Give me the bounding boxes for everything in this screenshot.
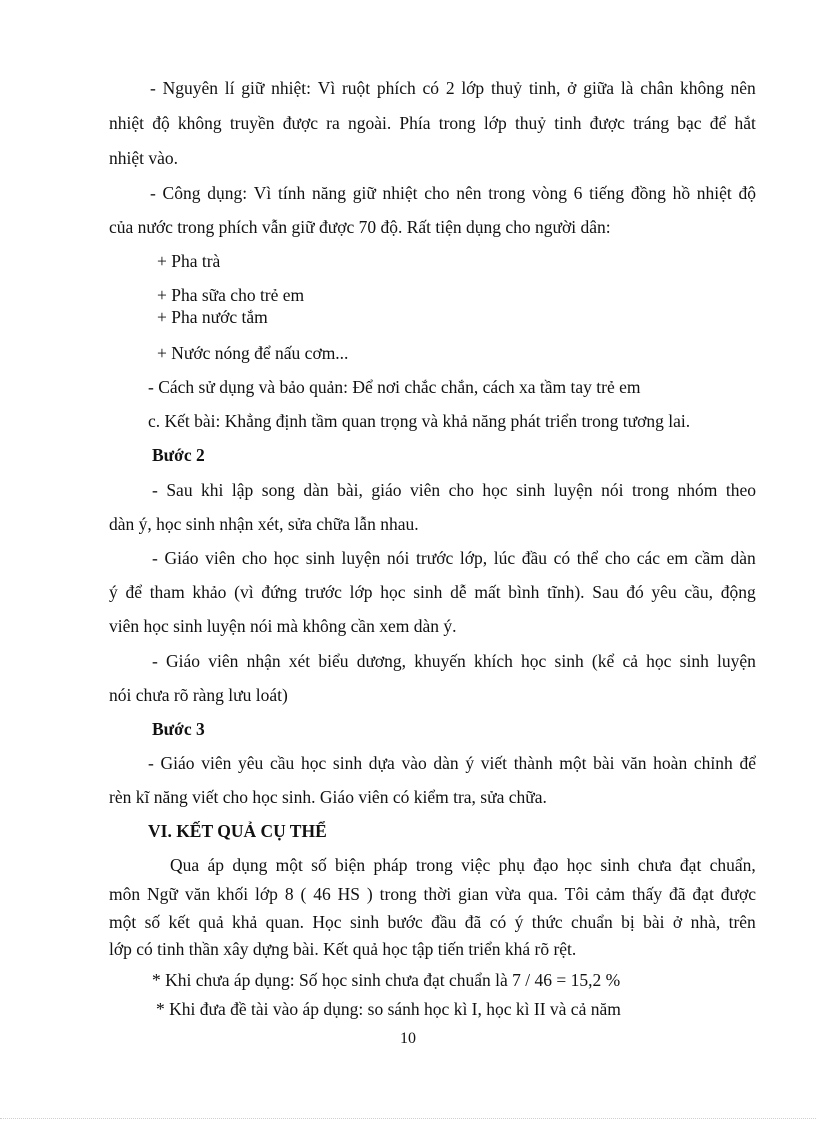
paragraph-line: - Giáo viên yêu cầu học sinh dựa vào dàn ý viết thành một bài văn hoàn chỉnh để — [148, 753, 756, 773]
section-heading-step-3: Bước 3 — [152, 719, 205, 739]
list-item: + Pha sữa cho trẻ em — [157, 285, 305, 305]
paragraph-line: * Khi chưa áp dụng: Số học sinh chưa đạt chuẩn là 7 / 46 = 15,2 % — [152, 970, 621, 990]
paragraph-line: - Giáo viên cho học sinh luyện nói trước lớp, lúc đầu có thể cho các em cầm dàn — [152, 548, 756, 568]
list-item: + Pha trà — [157, 251, 221, 271]
paragraph-line: của nước trong phích vẫn giữ được 70 độ. Rất tiện dụng cho người dân: — [109, 217, 611, 237]
section-heading-step-2: Bước 2 — [152, 445, 205, 465]
paragraph-line: ý để tham khảo (vì đứng trước lớp học sinh dễ mất bình tĩnh). Sau đó yêu cầu, động — [109, 582, 756, 602]
paragraph-line: viên học sinh luyện nói mà không cần xem dàn ý. — [109, 616, 457, 636]
paragraph-line: nói chưa rõ ràng lưu loát) — [109, 685, 288, 705]
page-number: 10 — [400, 1030, 416, 1047]
paragraph-line: nhiệt độ không truyền được ra ngoài. Phía trong lớp thuỷ tinh được tráng bạc để hắt — [109, 113, 756, 133]
paragraph-line: rèn kĩ năng viết cho học sinh. Giáo viên có kiểm tra, sửa chữa. — [109, 787, 547, 807]
paragraph-line: dàn ý, học sinh nhận xét, sửa chữa lẫn nhau. — [109, 514, 419, 534]
paragraph-line: c. Kết bài: Khẳng định tầm quan trọng và khả năng phát triển trong tương lai. — [148, 411, 691, 431]
paragraph-line: - Giáo viên nhận xét biểu dương, khuyến khích học sinh (kể cả học sinh luyện — [152, 651, 756, 671]
paragraph-line: lớp có tinh thần xây dựng bài. Kết quả học tập tiến triển khá rõ rệt. — [109, 939, 577, 959]
paragraph-line: * Khi đưa đề tài vào áp dụng: so sánh học kì I, học kì II và cả năm — [156, 999, 621, 1019]
paragraph-line: môn Ngữ văn khối lớp 8 ( 46 HS ) trong thời gian vừa qua. Tôi cảm thấy đã đạt được — [109, 884, 756, 904]
paragraph-line: - Nguyên lí giữ nhiệt: Vì ruột phích có 2 lớp thuỷ tinh, ở giữa là chân không nên — [150, 78, 756, 98]
paragraph-line: - Cách sử dụng và bảo quản: Để nơi chắc chắn, cách xa tầm tay trẻ em — [148, 377, 641, 397]
paragraph-line: - Sau khi lập song dàn bài, giáo viên cho học sinh luyện nói trong nhóm theo — [152, 480, 756, 500]
paragraph-line: nhiệt vào. — [109, 148, 179, 168]
list-item: + Pha nước tắm — [157, 307, 268, 327]
paragraph-line: Qua áp dụng một số biện pháp trong việc phụ đạo học sinh chưa đạt chuẩn, — [170, 855, 756, 875]
list-item: + Nước nóng để nấu cơm... — [157, 343, 349, 363]
paragraph-line: một số kết quả khả quan. Học sinh bước đầu đã có ý thức chuẩn bị bài ở nhà, trên — [109, 912, 756, 932]
page-bottom-rule — [0, 1118, 816, 1119]
section-heading-results: VI. KẾT QUẢ CỤ THỂ — [148, 821, 327, 841]
paragraph-line: - Công dụng: Vì tính năng giữ nhiệt cho nên trong vòng 6 tiếng đồng hồ nhiệt độ — [150, 183, 756, 203]
